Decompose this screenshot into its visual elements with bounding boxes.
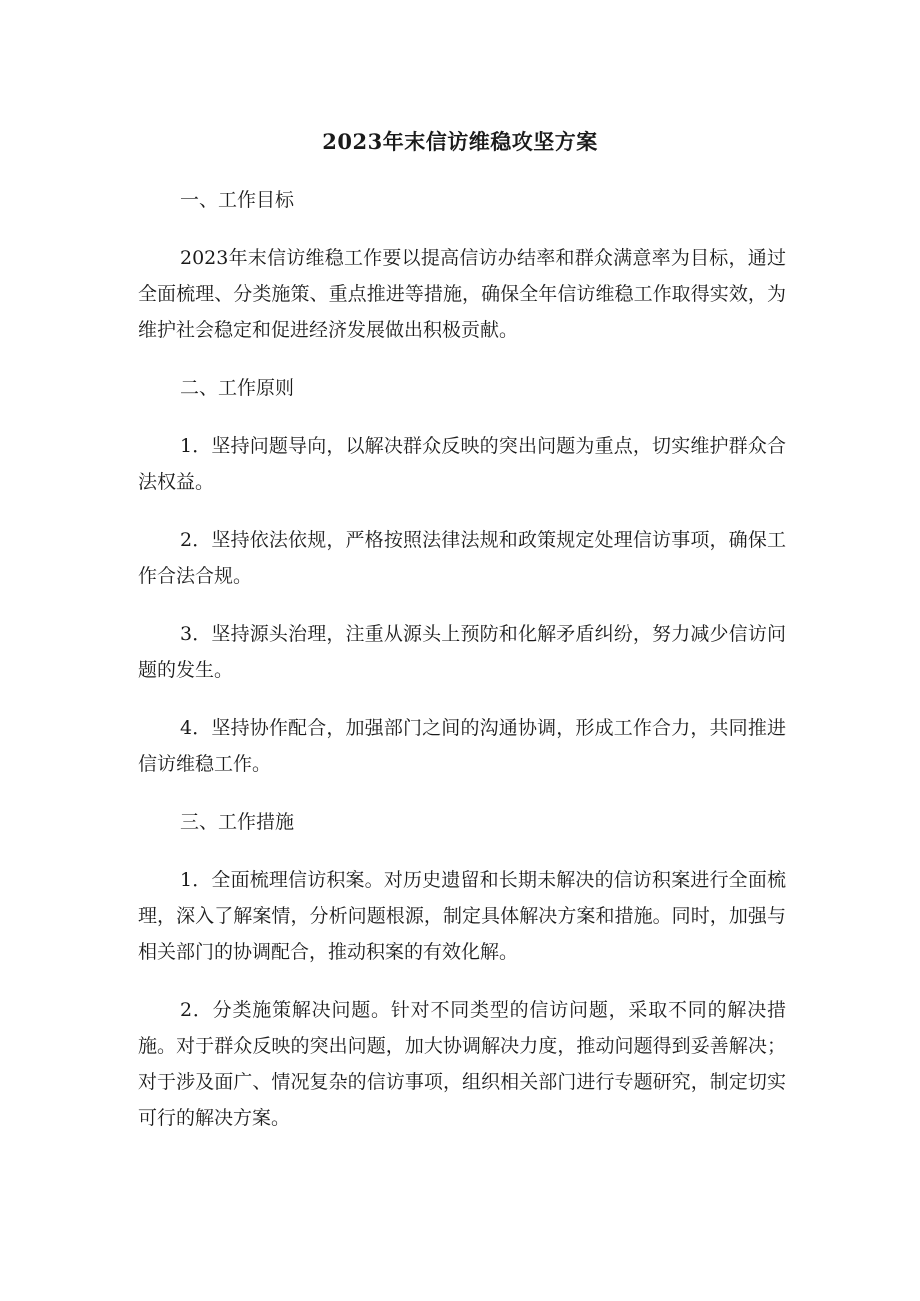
document-body [138,182,786,1158]
paragraph-principle-4: 4．坚持协作配合，加强部门之间的沟通协调，形成工作合力，共同推进信访维稳工作。 [138,717,786,775]
paragraph-measure-1: 1．全面梳理信访积案。对历史遗留和长期未解决的信访积案进行全面梳理，深入了解案情，分析问题根源，制定具体解决方案和措施。同时，加强与相关部门的协调配合，推动积案的有效化解。 [138,869,786,963]
section-heading-principles: 二、工作原则 [180,377,295,399]
paragraph-principle-2: 2．坚持依法依规，严格按照法律法规和政策规定处理信访事项，确保工作合法合规。 [138,529,786,587]
section-heading-goals: 一、工作目标 [180,189,295,211]
paragraph-principle-1: 1．坚持问题导向，以解决群众反映的突出问题为重点，切实维护群众合法权益。 [138,435,786,493]
paragraph-principle-3: 3．坚持源头治理，注重从源头上预防和化解矛盾纠纷，努力减少信访问题的发生。 [138,623,786,681]
document-title: 2023年末信访维稳攻坚方案 [322,129,598,154]
paragraph-goals: 2023年末信访维稳工作要以提高信访办结率和群众满意率为目标，通过全面梳理、分类施策、重点推进等措施，确保全年信访维稳工作取得实效，为维护社会稳定和促进经济发展做出积极贡献。 [138,247,786,341]
paragraph-measure-2: 2．分类施策解决问题。针对不同类型的信访问题，采取不同的解决措施。对于群众反映的突出问题，加大协调解决力度，推动问题得到妥善解决；对于涉及面广、情况复杂的信访事项，组织相关部门进行专题研究，制定切实可行的解决方案。 [138,999,786,1129]
section-heading-measures: 三、工作措施 [180,811,295,833]
